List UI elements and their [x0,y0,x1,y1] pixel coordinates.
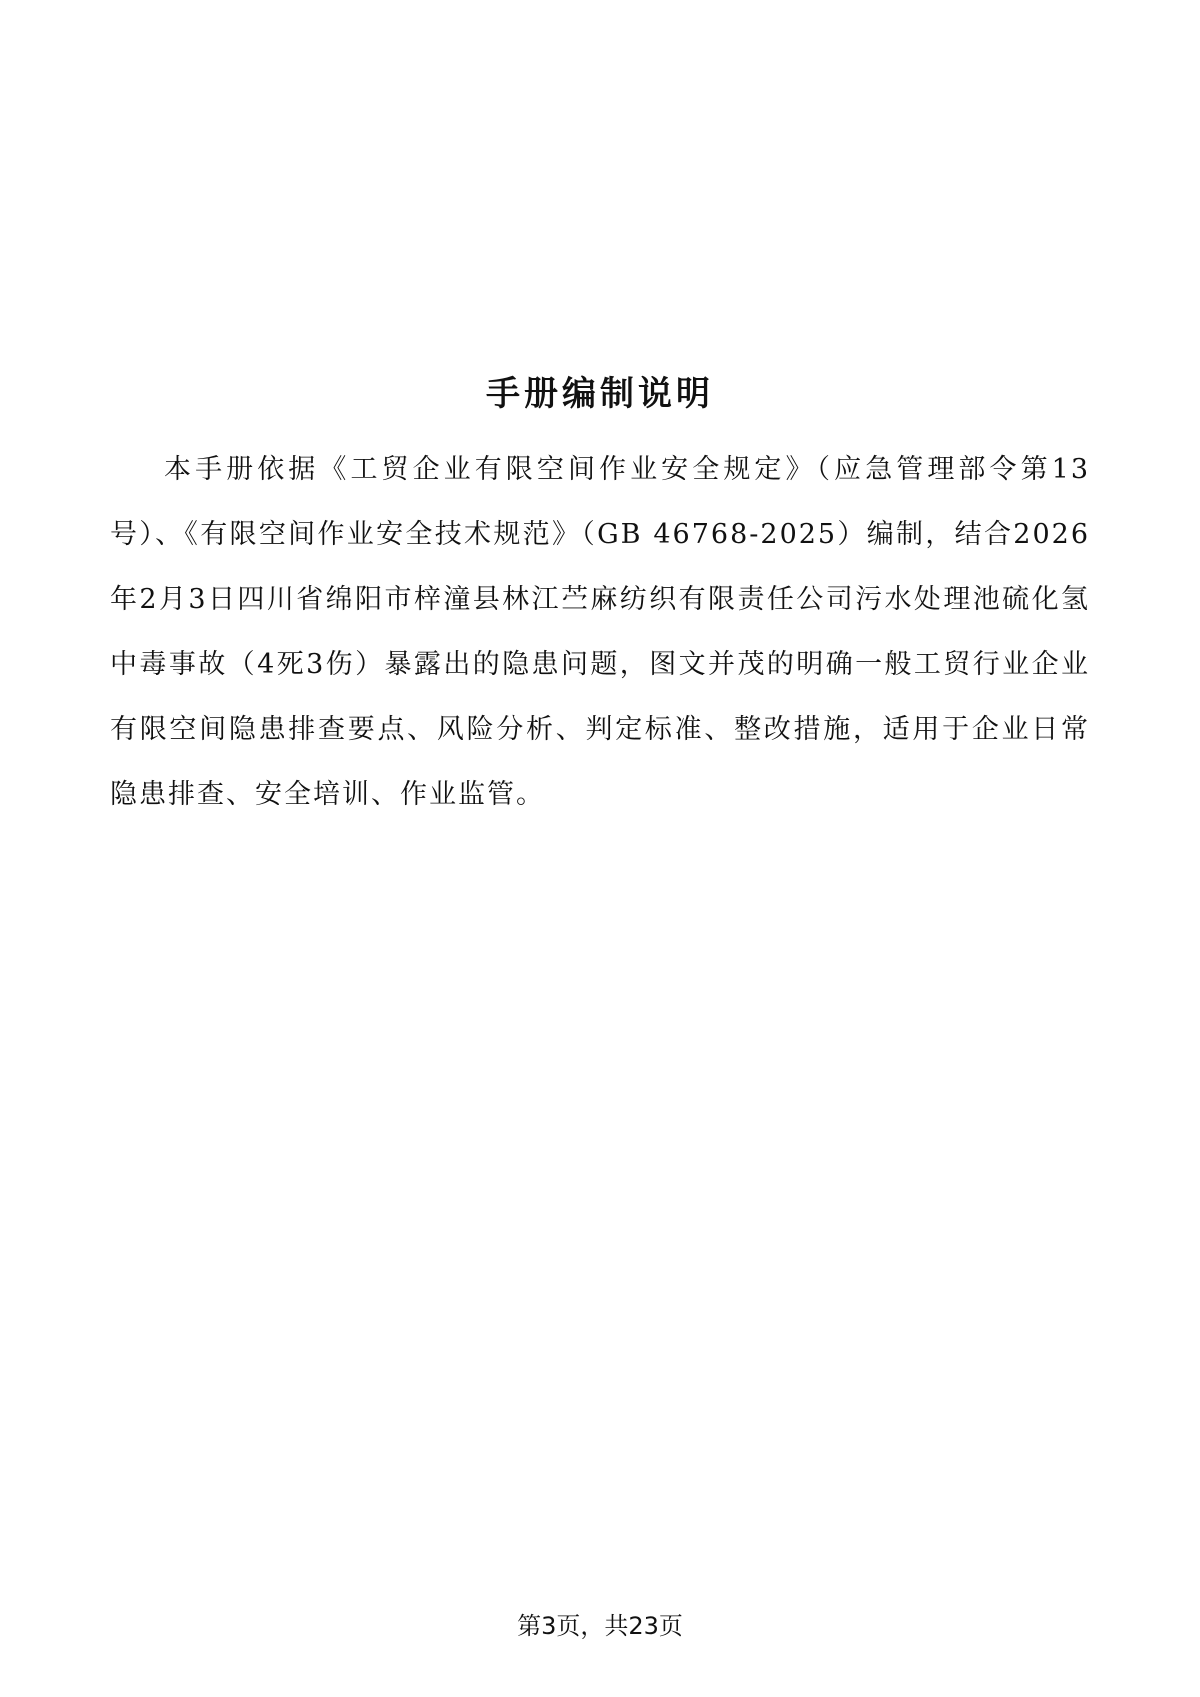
body-paragraph: 本手册依据《工贸企业有限空间作业安全规定》（应急管理部令第13号）、《有限空间作业安全技术规范》（GB 46768-2025）编制，结合2026年2月3日四川省绵阳市梓潼县林江苎麻纺织有限责任公司污水处理池硫化氢中毒事故（4死3伤）暴露出的隐患问题，图文并茂的明确一般工贸行业企业有限空间隐患排查要点、风险分析、判定标准、整改措施，适用于企业日常隐患排查、安全培训、作业监管。 [110,454,1090,810]
page-number-footer: 第3页，共23页 [517,1612,683,1640]
page-title: 手册编制说明 [486,374,714,414]
